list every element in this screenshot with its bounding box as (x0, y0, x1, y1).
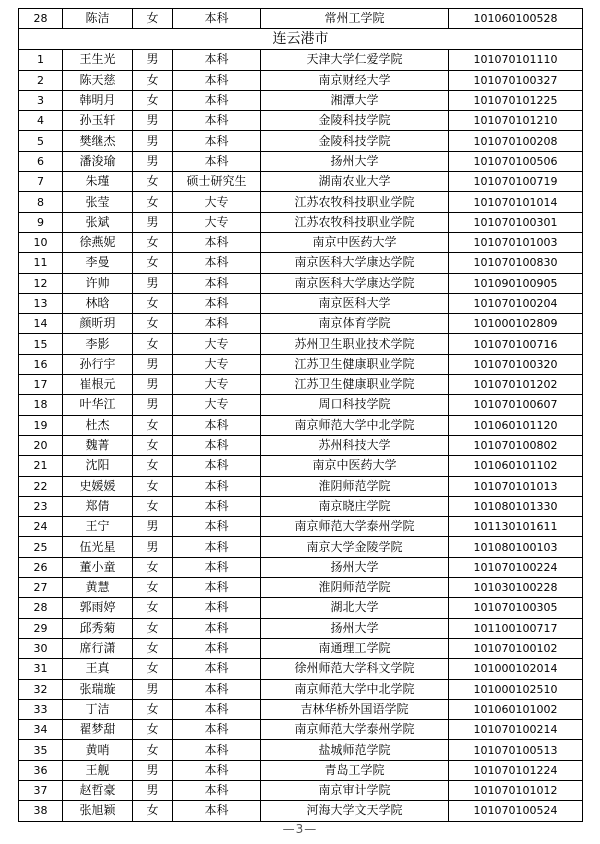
name-cell: 杜杰 (63, 415, 133, 435)
exam-code-cell: 101070101225 (449, 90, 583, 110)
degree-cell: 本科 (173, 679, 261, 699)
name-cell: 朱瑾 (63, 172, 133, 192)
table-row (19, 659, 583, 679)
table-row (19, 314, 583, 334)
exam-code-cell: 101070100305 (449, 598, 583, 618)
degree-cell: 本科 (173, 496, 261, 516)
gender-cell: 男 (133, 212, 173, 232)
row-number: 31 (19, 659, 63, 679)
degree-cell: 本科 (173, 273, 261, 293)
gender-cell: 女 (133, 557, 173, 577)
gender-cell: 男 (133, 111, 173, 131)
exam-code-cell: 101070100214 (449, 720, 583, 740)
school-cell: 南京中医药大学 (261, 456, 449, 476)
school-cell: 徐州师范大学科文学院 (261, 659, 449, 679)
name-cell: 张斌 (63, 212, 133, 232)
gender-cell: 女 (133, 496, 173, 516)
row-number: 18 (19, 395, 63, 415)
school-cell: 湘潭大学 (261, 90, 449, 110)
gender-cell: 女 (133, 720, 173, 740)
row-number: 1 (19, 50, 63, 70)
gender-cell: 女 (133, 699, 173, 719)
gender-cell: 女 (133, 232, 173, 252)
exam-code-cell: 101070101014 (449, 192, 583, 212)
degree-cell: 本科 (173, 740, 261, 760)
gender-cell: 女 (133, 659, 173, 679)
table-row (19, 354, 583, 374)
degree-cell: 本科 (173, 638, 261, 658)
school-cell: 南京师范大学泰州学院 (261, 720, 449, 740)
row-number: 11 (19, 253, 63, 273)
table-row (19, 293, 583, 313)
name-cell: 王舰 (63, 760, 133, 780)
exam-code-cell: 101100100717 (449, 618, 583, 638)
degree-cell: 硕士研究生 (173, 172, 261, 192)
gender-cell: 女 (133, 456, 173, 476)
gender-cell: 女 (133, 253, 173, 273)
gender-cell: 女 (133, 801, 173, 821)
school-cell: 江苏卫生健康职业学院 (261, 375, 449, 395)
table-row (19, 740, 583, 760)
exam-code-cell: 101080101330 (449, 496, 583, 516)
school-cell: 南京中医药大学 (261, 232, 449, 252)
degree-cell: 本科 (173, 9, 261, 29)
name-cell: 孙行宇 (63, 354, 133, 374)
exam-code-cell: 101070100719 (449, 172, 583, 192)
name-cell: 孙玉轩 (63, 111, 133, 131)
name-cell: 樊继杰 (63, 131, 133, 151)
row-number: 32 (19, 679, 63, 699)
row-number: 26 (19, 557, 63, 577)
name-cell: 翟梦甜 (63, 720, 133, 740)
row-number: 29 (19, 618, 63, 638)
table-row (19, 780, 583, 800)
gender-cell: 男 (133, 50, 173, 70)
school-cell: 南京大学金陵学院 (261, 537, 449, 557)
table-row (19, 537, 583, 557)
school-cell: 周口科技学院 (261, 395, 449, 415)
row-number: 15 (19, 334, 63, 354)
row-number: 10 (19, 232, 63, 252)
exam-code-cell: 101130101611 (449, 517, 583, 537)
name-cell: 郑倩 (63, 496, 133, 516)
row-number: 12 (19, 273, 63, 293)
gender-cell: 男 (133, 151, 173, 171)
row-number: 5 (19, 131, 63, 151)
row-number: 28 (19, 598, 63, 618)
school-cell: 扬州大学 (261, 618, 449, 638)
gender-cell: 女 (133, 192, 173, 212)
table-row (19, 232, 583, 252)
name-cell: 李曼 (63, 253, 133, 273)
gender-cell: 女 (133, 435, 173, 455)
row-number: 8 (19, 192, 63, 212)
degree-cell: 大专 (173, 375, 261, 395)
table-row (19, 192, 583, 212)
name-cell: 魏菁 (63, 435, 133, 455)
row-number: 30 (19, 638, 63, 658)
name-cell: 沈阳 (63, 456, 133, 476)
degree-cell: 本科 (173, 415, 261, 435)
exam-code-cell: 101060100528 (449, 9, 583, 29)
gender-cell: 男 (133, 131, 173, 151)
gender-cell: 男 (133, 395, 173, 415)
table-row (19, 273, 583, 293)
school-cell: 南京师范大学中北学院 (261, 415, 449, 435)
row-number: 27 (19, 578, 63, 598)
school-cell: 金陵科技学院 (261, 111, 449, 131)
name-cell: 王生光 (63, 50, 133, 70)
section-title: 连云港市 (19, 29, 583, 50)
exam-code-cell: 101000102014 (449, 659, 583, 679)
degree-cell: 大专 (173, 395, 261, 415)
gender-cell: 女 (133, 638, 173, 658)
row-number: 34 (19, 720, 63, 740)
exam-code-cell: 101070101003 (449, 232, 583, 252)
degree-cell: 本科 (173, 232, 261, 252)
school-cell: 南京晓庄学院 (261, 496, 449, 516)
gender-cell: 女 (133, 172, 173, 192)
exam-code-cell: 101060101102 (449, 456, 583, 476)
table-row (19, 375, 583, 395)
name-cell: 陈洁 (63, 9, 133, 29)
school-cell: 吉林华桥外国语学院 (261, 699, 449, 719)
school-cell: 南京审计学院 (261, 780, 449, 800)
school-cell: 江苏农牧科技职业学院 (261, 212, 449, 232)
degree-cell: 本科 (173, 517, 261, 537)
degree-cell: 本科 (173, 780, 261, 800)
degree-cell: 本科 (173, 151, 261, 171)
school-cell: 青岛工学院 (261, 760, 449, 780)
row-number: 19 (19, 415, 63, 435)
degree-cell: 本科 (173, 456, 261, 476)
exam-code-cell: 101060101002 (449, 699, 583, 719)
school-cell: 天津大学仁爱学院 (261, 50, 449, 70)
row-number: 25 (19, 537, 63, 557)
row-number: 21 (19, 456, 63, 476)
row-number: 4 (19, 111, 63, 131)
name-cell: 颜昕玥 (63, 314, 133, 334)
table-row (19, 557, 583, 577)
exam-code-cell: 101070101012 (449, 780, 583, 800)
table-row (19, 435, 583, 455)
table-row (19, 253, 583, 273)
table-row (19, 720, 583, 740)
table-row (19, 638, 583, 658)
gender-cell: 男 (133, 780, 173, 800)
row-number: 3 (19, 90, 63, 110)
name-cell: 郭雨婷 (63, 598, 133, 618)
degree-cell: 本科 (173, 578, 261, 598)
gender-cell: 女 (133, 334, 173, 354)
exam-code-cell: 101000102510 (449, 679, 583, 699)
name-cell: 陈天慈 (63, 70, 133, 90)
row-number: 13 (19, 293, 63, 313)
school-cell: 淮阴师范学院 (261, 476, 449, 496)
table-row (19, 598, 583, 618)
exam-code-cell: 101070100102 (449, 638, 583, 658)
table-row (19, 334, 583, 354)
exam-code-cell: 101070100327 (449, 70, 583, 90)
degree-cell: 本科 (173, 50, 261, 70)
name-cell: 黄慧 (63, 578, 133, 598)
school-cell: 南京师范大学泰州学院 (261, 517, 449, 537)
row-number: 9 (19, 212, 63, 232)
name-cell: 董小童 (63, 557, 133, 577)
exam-code-cell: 101070100204 (449, 293, 583, 313)
exam-code-cell: 101060101120 (449, 415, 583, 435)
gender-cell: 女 (133, 415, 173, 435)
degree-cell: 大专 (173, 212, 261, 232)
exam-code-cell: 101070100524 (449, 801, 583, 821)
gender-cell: 男 (133, 375, 173, 395)
degree-cell: 本科 (173, 476, 261, 496)
degree-cell: 大专 (173, 354, 261, 374)
exam-code-cell: 101070100506 (449, 151, 583, 171)
gender-cell: 男 (133, 517, 173, 537)
gender-cell: 女 (133, 740, 173, 760)
name-cell: 张瑞璇 (63, 679, 133, 699)
gender-cell: 女 (133, 476, 173, 496)
page-number: —3— (282, 822, 318, 836)
school-cell: 南通理工学院 (261, 638, 449, 658)
degree-cell: 本科 (173, 111, 261, 131)
school-cell: 南京医科大学康达学院 (261, 273, 449, 293)
gender-cell: 女 (133, 70, 173, 90)
degree-cell: 本科 (173, 253, 261, 273)
row-number: 14 (19, 314, 63, 334)
exam-code-cell: 101070101210 (449, 111, 583, 131)
school-cell: 湖北大学 (261, 598, 449, 618)
row-number: 17 (19, 375, 63, 395)
gender-cell: 男 (133, 760, 173, 780)
name-cell: 黄哨 (63, 740, 133, 760)
row-number: 20 (19, 435, 63, 455)
row-number: 24 (19, 517, 63, 537)
degree-cell: 本科 (173, 720, 261, 740)
school-cell: 常州工学院 (261, 9, 449, 29)
degree-cell: 大专 (173, 334, 261, 354)
exam-code-cell: 101070100513 (449, 740, 583, 760)
table-row (19, 456, 583, 476)
exam-code-cell: 101070101202 (449, 375, 583, 395)
gender-cell: 女 (133, 9, 173, 29)
degree-cell: 本科 (173, 699, 261, 719)
gender-cell: 女 (133, 618, 173, 638)
row-number: 6 (19, 151, 63, 171)
degree-cell: 本科 (173, 293, 261, 313)
table-row (19, 131, 583, 151)
gender-cell: 男 (133, 679, 173, 699)
name-cell: 邱秀菊 (63, 618, 133, 638)
name-cell: 席行潇 (63, 638, 133, 658)
table-row (19, 476, 583, 496)
table-row (19, 90, 583, 110)
school-cell: 盐城师范学院 (261, 740, 449, 760)
table-row (19, 151, 583, 171)
degree-cell: 本科 (173, 314, 261, 334)
table-row (19, 70, 583, 90)
name-cell: 伍光星 (63, 537, 133, 557)
exam-code-cell: 101070100320 (449, 354, 583, 374)
table-row (19, 415, 583, 435)
degree-cell: 本科 (173, 90, 261, 110)
exam-code-cell: 101030100228 (449, 578, 583, 598)
exam-code-cell: 101070100830 (449, 253, 583, 273)
table-row (19, 578, 583, 598)
school-cell: 湖南农业大学 (261, 172, 449, 192)
name-cell: 张莹 (63, 192, 133, 212)
table-row (19, 760, 583, 780)
exam-code-cell: 101070100802 (449, 435, 583, 455)
row-number: 22 (19, 476, 63, 496)
school-cell: 淮阴师范学院 (261, 578, 449, 598)
degree-cell: 本科 (173, 131, 261, 151)
row-number: 2 (19, 70, 63, 90)
exam-code-cell: 101070101013 (449, 476, 583, 496)
name-cell: 张旭颖 (63, 801, 133, 821)
school-cell: 南京医科大学康达学院 (261, 253, 449, 273)
name-cell: 史媛媛 (63, 476, 133, 496)
row-number: 36 (19, 760, 63, 780)
school-cell: 苏州科技大学 (261, 435, 449, 455)
exam-code-cell: 101070100607 (449, 395, 583, 415)
school-cell: 河海大学文天学院 (261, 801, 449, 821)
school-cell: 南京师范大学中北学院 (261, 679, 449, 699)
row-number: 23 (19, 496, 63, 516)
gender-cell: 男 (133, 273, 173, 293)
degree-cell: 本科 (173, 435, 261, 455)
degree-cell: 本科 (173, 598, 261, 618)
degree-cell: 本科 (173, 557, 261, 577)
row-number: 7 (19, 172, 63, 192)
gender-cell: 女 (133, 314, 173, 334)
table-row (19, 172, 583, 192)
degree-cell: 本科 (173, 760, 261, 780)
school-cell: 扬州大学 (261, 151, 449, 171)
school-cell: 扬州大学 (261, 557, 449, 577)
name-cell: 林晗 (63, 293, 133, 313)
school-cell: 南京体育学院 (261, 314, 449, 334)
school-cell: 金陵科技学院 (261, 131, 449, 151)
degree-cell: 大专 (173, 192, 261, 212)
school-cell: 江苏卫生健康职业学院 (261, 354, 449, 374)
exam-code-cell: 101070100208 (449, 131, 583, 151)
table-row (19, 618, 583, 638)
row-number: 38 (19, 801, 63, 821)
table-row (19, 496, 583, 516)
table-row (19, 801, 583, 821)
degree-cell: 本科 (173, 659, 261, 679)
degree-cell: 本科 (173, 70, 261, 90)
name-cell: 许帅 (63, 273, 133, 293)
degree-cell: 本科 (173, 618, 261, 638)
exam-code-cell: 101070100224 (449, 557, 583, 577)
exam-code-cell: 101070101110 (449, 50, 583, 70)
gender-cell: 男 (133, 354, 173, 374)
table-row (19, 9, 583, 29)
school-cell: 苏州卫生职业技术学院 (261, 334, 449, 354)
degree-cell: 本科 (173, 537, 261, 557)
name-cell: 王真 (63, 659, 133, 679)
exam-code-cell: 101070100301 (449, 212, 583, 232)
section-row (19, 29, 583, 50)
exam-code-cell: 101000102809 (449, 314, 583, 334)
school-cell: 南京财经大学 (261, 70, 449, 90)
exam-code-cell: 101070101224 (449, 760, 583, 780)
row-number: 35 (19, 740, 63, 760)
gender-cell: 男 (133, 537, 173, 557)
name-cell: 韩明月 (63, 90, 133, 110)
name-cell: 叶华江 (63, 395, 133, 415)
name-cell: 崔根元 (63, 375, 133, 395)
school-cell: 南京医科大学 (261, 293, 449, 313)
gender-cell: 女 (133, 578, 173, 598)
table-row (19, 679, 583, 699)
row-number: 33 (19, 699, 63, 719)
exam-code-cell: 101080100103 (449, 537, 583, 557)
name-cell: 李影 (63, 334, 133, 354)
table-row (19, 517, 583, 537)
table-row (19, 212, 583, 232)
gender-cell: 女 (133, 293, 173, 313)
exam-code-cell: 101070100716 (449, 334, 583, 354)
name-cell: 赵哲豪 (63, 780, 133, 800)
roster-table (18, 8, 583, 822)
name-cell: 徐燕妮 (63, 232, 133, 252)
gender-cell: 女 (133, 598, 173, 618)
table-row (19, 50, 583, 70)
table-row (19, 395, 583, 415)
row-number: 16 (19, 354, 63, 374)
table-row (19, 699, 583, 719)
degree-cell: 本科 (173, 801, 261, 821)
table-row (19, 111, 583, 131)
school-cell: 江苏农牧科技职业学院 (261, 192, 449, 212)
gender-cell: 女 (133, 90, 173, 110)
exam-code-cell: 101090100905 (449, 273, 583, 293)
row-number: 28 (19, 9, 63, 29)
row-number: 37 (19, 780, 63, 800)
name-cell: 丁洁 (63, 699, 133, 719)
name-cell: 潘浚瑜 (63, 151, 133, 171)
name-cell: 王宁 (63, 517, 133, 537)
